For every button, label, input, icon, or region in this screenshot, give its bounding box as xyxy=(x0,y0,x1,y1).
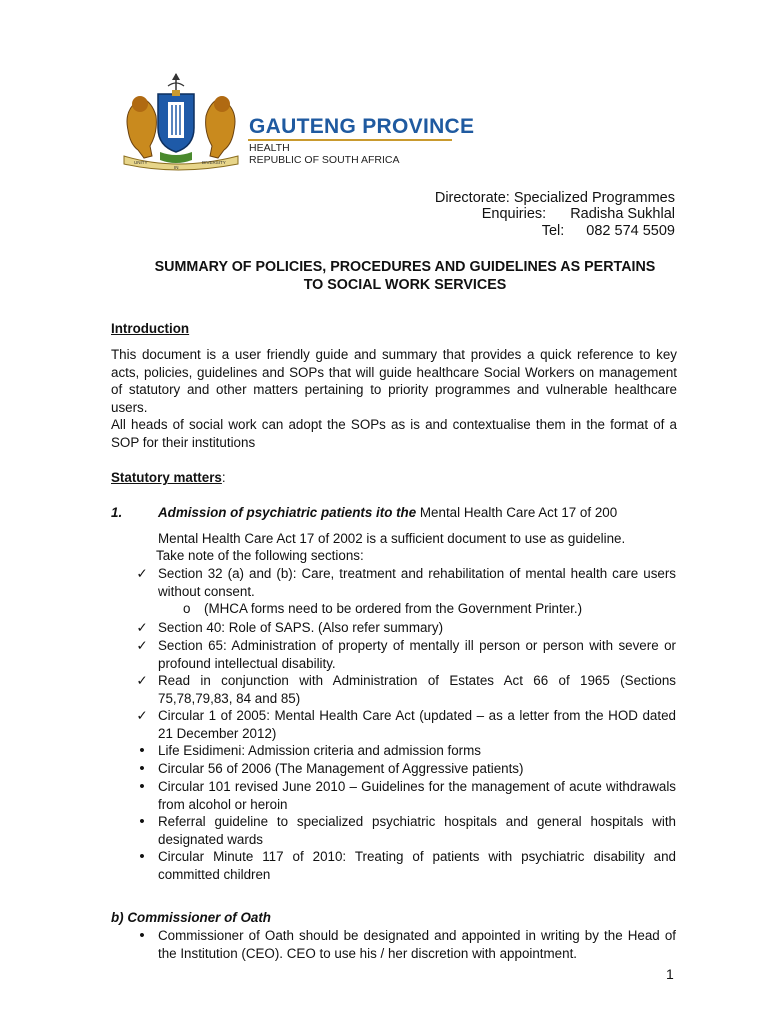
list-item: Circular 101 revised June 2010 – Guidelines for the management of acute withdrawals from alcohol or heroin xyxy=(158,779,676,812)
check-icon: ✓ xyxy=(136,708,148,723)
page-number: 1 xyxy=(666,966,674,982)
section-b-heading: b) Commissioner of Oath xyxy=(111,910,271,925)
list-item: Section 32 (a) and (b): Care, treatment and rehabilitation of mental health care users without consent. xyxy=(158,566,676,599)
list-item: Read in conjunction with Administration of Estates Act 66 of 1965 (Sections 75,78,79,83, 84 and 85) xyxy=(158,673,676,706)
introduction-heading: Introduction xyxy=(111,321,190,336)
svg-text:IN: IN xyxy=(174,165,179,170)
bullet-icon: • xyxy=(139,778,145,795)
list-item: Section 65: Administration of property of mentally ill person or person with severe or profound intellectual disability. xyxy=(158,638,676,671)
enquiries-line xyxy=(482,206,675,223)
statutory-heading-line xyxy=(111,469,226,487)
tel-line xyxy=(542,223,675,240)
document-title xyxy=(110,258,700,294)
check-icon: ✓ xyxy=(136,638,148,653)
svg-text:UNITY: UNITY xyxy=(134,160,148,165)
org-title: GAUTENG PROVINCE xyxy=(249,115,475,138)
section-1-intro-2: Take note of the following sections: xyxy=(156,548,364,563)
enquiries-value: Radisha Sukhlal xyxy=(570,206,675,222)
tel-label: Tel: xyxy=(541,223,565,239)
list-item: Circular Minute 117 of 2010: Treating of patients with psychiatric disability and committed children xyxy=(158,849,676,882)
sub-bullet-icon: o xyxy=(183,601,191,616)
list-item: Commissioner of Oath should be designated and appointed in writing by the Head of the Institution (CEO). CEO to use his / her discretion with appointment. xyxy=(158,928,676,961)
introduction-paragraph: This document is a user friendly guide and summary that provides a quick reference to key acts, policies, guidelines and SOPs that will guide healthcare Social Workers on management of statutory and other matters pertaining to priority programmes and vulnerable healthcare users. xyxy=(111,347,677,415)
list-item: Life Esidimeni: Admission criteria and admission forms xyxy=(158,743,481,758)
bullet-icon: • xyxy=(139,760,145,777)
bullet-icon: • xyxy=(139,813,145,830)
section-1-intro: Mental Health Care Act 17 of 2002 is a sufficient document to use as guideline. xyxy=(158,531,626,546)
list-item: Section 40: Role of SAPS. (Also refer summary) xyxy=(158,620,444,635)
list-item: Referral guideline to specialized psychiatric hospitals and general hospitals with designated wards xyxy=(158,814,676,847)
svg-text:DIVERSITY: DIVERSITY xyxy=(202,160,226,165)
check-icon: ✓ xyxy=(136,566,148,581)
list-item: Circular 56 of 2006 (The Management of Aggressive patients) xyxy=(158,761,524,776)
statutory-colon: : xyxy=(221,470,226,485)
directorate: Directorate: Specialized Programmes xyxy=(434,190,675,206)
section-1-title-rest: Mental Health Care Act 17 of 200 xyxy=(416,505,618,520)
introduction-paragraph-2: All heads of social work can adopt the SOPs as is and contextualise them in the format of a SOP for their institutions xyxy=(111,417,677,450)
check-icon: ✓ xyxy=(136,620,148,635)
title-line-1: SUMMARY OF POLICIES, PROCEDURES AND GUIDELINES AS PERTAINS xyxy=(154,259,656,275)
title-line-2: TO SOCIAL WORK SERVICES xyxy=(303,277,507,293)
section-1-number: 1. xyxy=(111,505,123,520)
org-dept: HEALTH xyxy=(249,142,290,154)
org-title-underline xyxy=(248,139,452,141)
gauteng-crest-logo xyxy=(114,72,248,174)
bullet-icon: • xyxy=(139,742,145,759)
bullet-icon: • xyxy=(139,848,145,865)
enquiries-label: Enquiries: xyxy=(481,206,547,222)
section-1-title xyxy=(158,504,617,522)
org-country: REPUBLIC OF SOUTH AFRICA xyxy=(249,154,400,166)
tel-value: 082 574 5509 xyxy=(586,223,675,239)
bullet-icon: • xyxy=(139,927,145,944)
list-item: Circular 1 of 2005: Mental Health Care Act (updated – as a letter from the HOD dated 21 December 2012) xyxy=(158,708,676,741)
check-icon: ✓ xyxy=(136,673,148,688)
statutory-heading: Statutory matters xyxy=(111,470,222,485)
list-subitem: (MHCA forms need to be ordered from the Government Printer.) xyxy=(204,601,583,616)
section-1-title-bold: Admission of psychiatric patients ito the xyxy=(158,505,417,520)
